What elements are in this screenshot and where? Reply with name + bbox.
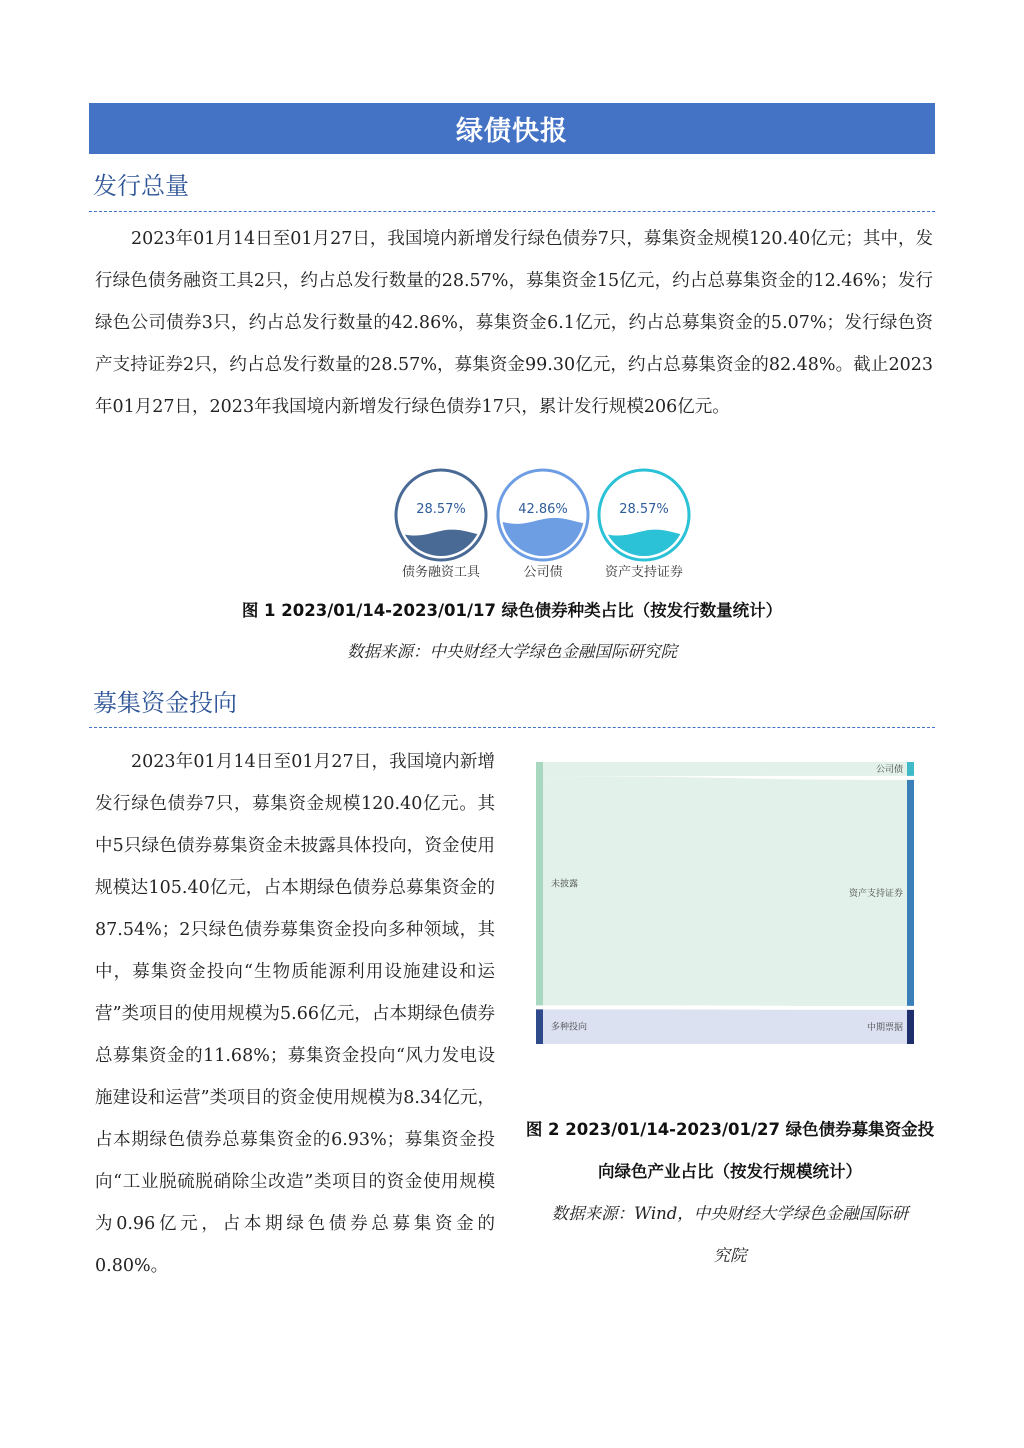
figure1-source: 数据来源：中央财经大学绿色金融国际研究院 — [347, 642, 677, 661]
section-divider — [89, 727, 935, 728]
liquid-ball-1 — [498, 470, 588, 580]
ball-category-label: 债务融资工具 — [401, 565, 481, 580]
liquid-fill-balls-figure — [380, 465, 710, 585]
figure2-source-line2: 究院 — [713, 1246, 747, 1265]
sankey-chart — [530, 758, 920, 1048]
figure2-source-line1: 数据来源：Wind，中央财经大学绿色金融国际研 — [551, 1204, 909, 1223]
figure2-caption-line2: 向绿色产业占比（按发行规模统计） — [598, 1162, 862, 1181]
sankey-right-label-2: 中期票据 — [866, 1022, 903, 1033]
liquid-ball-2 — [599, 470, 689, 580]
section-title-fund-use: 募集资金投向 — [93, 689, 237, 717]
sankey-left-node-1 — [536, 1009, 543, 1044]
sankey-right-node-0 — [907, 762, 914, 776]
fund-use-paragraph: 2023年01月14日至01月27日，我国境内新增发行绿色债券7只，募集资金规模120.40亿元。其中5只绿色债券募集资金未披露具体投向，资金使用规模达105.40亿元，占本期绿色债券总募集资金的87.54%；2只绿色债券募集资金投向多种领域，其中，募集资金投向“生物质能源利用设施建设和运营”类项目的使用规模为5.66亿元，占本期绿色债券总募集资金的11.68%；募集资金投向“风力发电设施建设和运营”类项目的资金使用规模为8.34亿元，占本期绿色债券总募集资金的6.93%；募集资金投向“工业脱硫脱硝除尘改造”类项目的资金使用规模为0.96亿元，占本期绿色债券总募集资金的0.80%。 — [95, 752, 495, 1276]
sankey-left-node-0 — [536, 762, 543, 1005]
sankey-left-label-1: 多种投向 — [551, 1022, 588, 1033]
sankey-right-node-2 — [907, 1010, 914, 1044]
section-title-issuance: 发行总量 — [93, 172, 189, 200]
ball-category-label: 资产支持证券 — [604, 565, 684, 580]
sankey-right-label-1: 资产支持证券 — [848, 888, 903, 899]
sankey-right-node-1 — [907, 780, 914, 1006]
issuance-paragraph: 2023年01月14日至01月27日，我国境内新增发行绿色债券7只，募集资金规模120.40亿元；其中，发行绿色债务融资工具2只，约占总发行数量的28.57%，募集资金15亿元，约占总募集资金的12.46%；发行绿色公司债券3只，约占总发行数量的42.86%，募集资金6.1亿元，约占总募集资金的5.07%；发行绿色资产支持证券2只，约占总发行数量的28.57%，募集资金99.30亿元，约占总募集资金的82.48%。截止2023年01月27日，2023年我国境内新增发行绿色债券17只，累计发行规模206亿元。 — [95, 229, 933, 417]
ball-fill — [498, 518, 588, 560]
ball-category-label: 公司债 — [523, 565, 563, 580]
sankey-right-label-0: 公司债 — [875, 764, 903, 775]
ball-percent-label: 42.86% — [518, 502, 568, 517]
sankey-link-2 — [543, 1009, 907, 1044]
figure2-caption-line1: 图 2 2023/01/14-2023/01/27 绿色债券募集资金投 — [525, 1120, 935, 1139]
figure1-caption: 图 1 2023/01/14-2023/01/17 绿色债券种类占比（按发行数量统计） — [241, 601, 783, 620]
sankey-link-0 — [543, 762, 907, 776]
sankey-left-label-0: 未披露 — [551, 879, 579, 890]
section-divider — [89, 211, 935, 212]
ball-percent-label: 28.57% — [619, 502, 669, 517]
liquid-ball-0 — [396, 470, 486, 580]
ball-percent-label: 28.57% — [416, 502, 466, 517]
report-banner-title: 绿债快报 — [89, 103, 935, 154]
